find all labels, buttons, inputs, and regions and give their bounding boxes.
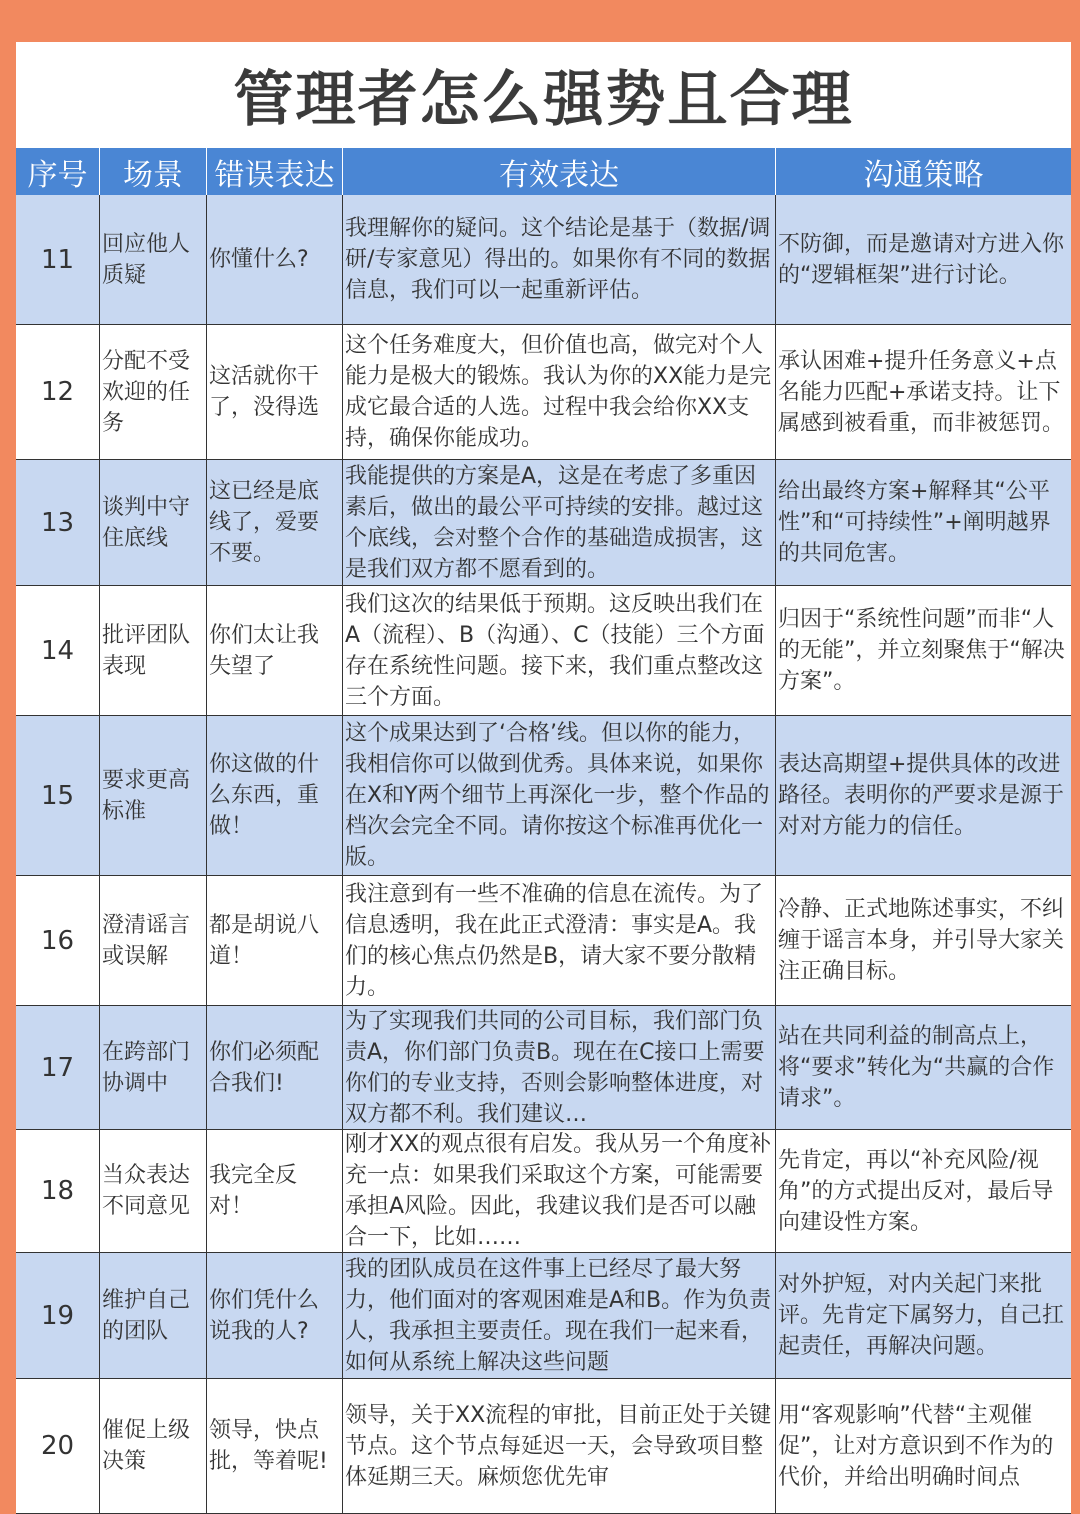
row-num: 16 xyxy=(16,876,100,1005)
row-strategy: 站在共同利益的制高点上，将“要求”转化为“共赢的合作请求”。 xyxy=(778,1024,1055,1111)
row-num: 14 xyxy=(16,586,100,715)
row-num: 12 xyxy=(16,325,100,459)
row-scene: 澄清谣言或误解 xyxy=(100,876,207,1005)
header-num: 序号 xyxy=(16,148,100,195)
header-wrong: 错误表达 xyxy=(207,148,343,195)
row-wrong-expression: 你们太让我失望了 xyxy=(207,586,343,715)
row-strategy: 不防御，而是邀请对方进入你的“逻辑框架”进行讨论。 xyxy=(778,231,1065,288)
row-effective-expression: 我的团队成员在这件事上已经尽了最大努力，他们面对的客观困难是A和B。作为负责人，我承担主要责任。现在我们一起来看，如何从系统上解决这些问题 xyxy=(343,1253,776,1378)
row-strategy: 用“客观影响”代替“主观催促”，让对方意识到不作为的代价，并给出明确时间点 xyxy=(778,1402,1054,1490)
header-scene: 场景 xyxy=(100,148,207,195)
row-wrong-expression: 你们必须配合我们! xyxy=(207,1006,343,1129)
row-effective-expression: 领导，关于XX流程的审批，目前正处于关键节点。这个节点每延迟一天，会导致项目整体延期三天。麻烦您优先审 xyxy=(343,1379,776,1513)
table-header xyxy=(16,148,1071,195)
table-row xyxy=(16,1006,1071,1130)
row-wrong-expression: 都是胡说八道！ xyxy=(207,876,343,1005)
row-num: 15 xyxy=(16,716,100,875)
row-effective-expression: 我理解你的疑问。这个结论是基于（数据/调研/专家意见）得出的。如果你有不同的数据信息，我们可以一起重新评估。 xyxy=(343,195,776,324)
row-effective-expression: 刚才XX的观点很有启发。我从另一个角度补充一点：如果我们采取这个方案，可能需要承担A风险。因此，我建议我们是否可以融合一下，比如…… xyxy=(343,1130,776,1252)
header-strategy: 沟通策略 xyxy=(863,157,984,193)
row-num: 17 xyxy=(16,1006,100,1129)
row-strategy: 给出最终方案+解释其“公平性”和“可持续性”+阐明越界的共同危害。 xyxy=(778,479,1051,566)
row-scene: 维护自己的团队 xyxy=(100,1253,207,1378)
table-row xyxy=(16,876,1071,1006)
row-scene: 谈判中守住底线 xyxy=(100,460,207,585)
table-row xyxy=(16,1253,1071,1379)
row-wrong-expression: 这活就你干了，没得选 xyxy=(207,325,343,459)
row-strategy: 对外护短，对内关起门来批评。先肯定下属努力，自己扛起责任，再解决问题。 xyxy=(778,1272,1065,1359)
row-wrong-expression: 你懂什么? xyxy=(207,195,343,324)
row-scene: 要求更高标准 xyxy=(100,716,207,875)
row-strategy: 冷静、正式地陈述事实，不纠缠于谣言本身，并引导大家关注正确目标。 xyxy=(778,897,1065,984)
row-scene: 分配不受欢迎的任务 xyxy=(100,325,207,459)
row-effective-expression: 我能提供的方案是A，这是在考虑了多重因素后，做出的最公平可持续的安排。越过这个底线，会对整个合作的基础造成损害，这是我们双方都不愿看到的。 xyxy=(343,460,776,585)
table-body xyxy=(16,195,1071,1490)
row-wrong-expression: 你这做的什么东西，重做！ xyxy=(207,716,343,875)
row-strategy: 先肯定，再以“补充风险/视角”的方式提出反对，最后导向建设性方案。 xyxy=(778,1147,1054,1235)
table-row xyxy=(16,716,1071,876)
row-wrong-expression: 领导，快点批，等着呢! xyxy=(207,1379,343,1513)
row-scene: 催促上级决策 xyxy=(100,1379,207,1513)
table-row xyxy=(16,1379,1071,1514)
row-effective-expression: 这个任务难度大，但价值也高，做完对个人能力是极大的锻炼。我认为你的XX能力是完成它最合适的人选。过程中我会给你XX支持，确保你能成功。 xyxy=(343,325,776,459)
row-scene: 回应他人质疑 xyxy=(100,195,207,324)
table-row xyxy=(16,586,1071,716)
row-strategy: 归因于“系统性问题”而非“人的无能”，并立刻聚焦于“解决方案”。 xyxy=(778,607,1065,694)
row-strategy: 表达高期望+提供具体的改进路径。表明你的严要求是源于对对方能力的信任。 xyxy=(778,752,1065,839)
row-num: 18 xyxy=(16,1130,100,1252)
row-num: 19 xyxy=(16,1253,100,1378)
row-effective-expression: 我们这次的结果低于预期。这反映出我们在A（流程）、B（沟通）、C（技能）三个方面存在系统性问题。接下来，我们重点整改这三个方面。 xyxy=(343,586,776,715)
row-wrong-expression: 你们凭什么说我的人? xyxy=(207,1253,343,1378)
row-num: 20 xyxy=(16,1379,100,1513)
table-card xyxy=(16,42,1071,1490)
row-scene: 批评团队表现 xyxy=(100,586,207,715)
table-row xyxy=(16,460,1071,586)
row-effective-expression: 这个成果达到了‘合格’线。但以你的能力，我相信你可以做到优秀。具体来说，如果你在X和Y两个细节上再深化一步，整个作品的档次会完全不同。请你按这个标准再优化一版。 xyxy=(343,716,776,875)
row-effective-expression: 为了实现我们共同的公司目标，我们部门负责A，你们部门负责B。现在在C接口上需要你们的专业支持，否则会影响整体进度，对双方都不利。我们建议… xyxy=(343,1006,776,1129)
row-scene: 在跨部门协调中 xyxy=(100,1006,207,1129)
row-num: 11 xyxy=(16,195,100,324)
table-row xyxy=(16,195,1071,325)
table-row xyxy=(16,325,1071,460)
page-title: 管理者怎么强势且合理 xyxy=(233,65,854,135)
row-strategy: 承认困难+提升任务意义+点名能力匹配+承诺支持。让下属感到被看重，而非被惩罚。 xyxy=(778,348,1065,436)
row-effective-expression: 我注意到有一些不准确的信息在流传。为了信息透明，我在此正式澄清：事实是A。我们的核心焦点仍然是B，请大家不要分散精力。 xyxy=(343,876,776,1005)
table-row xyxy=(16,1130,1071,1253)
row-scene: 当众表达不同意见 xyxy=(100,1130,207,1252)
row-wrong-expression: 我完全反对！ xyxy=(207,1130,343,1252)
row-wrong-expression: 这已经是底线了，爱要不要。 xyxy=(207,460,343,585)
header-effective: 有效表达 xyxy=(343,148,776,195)
row-num: 13 xyxy=(16,460,100,585)
